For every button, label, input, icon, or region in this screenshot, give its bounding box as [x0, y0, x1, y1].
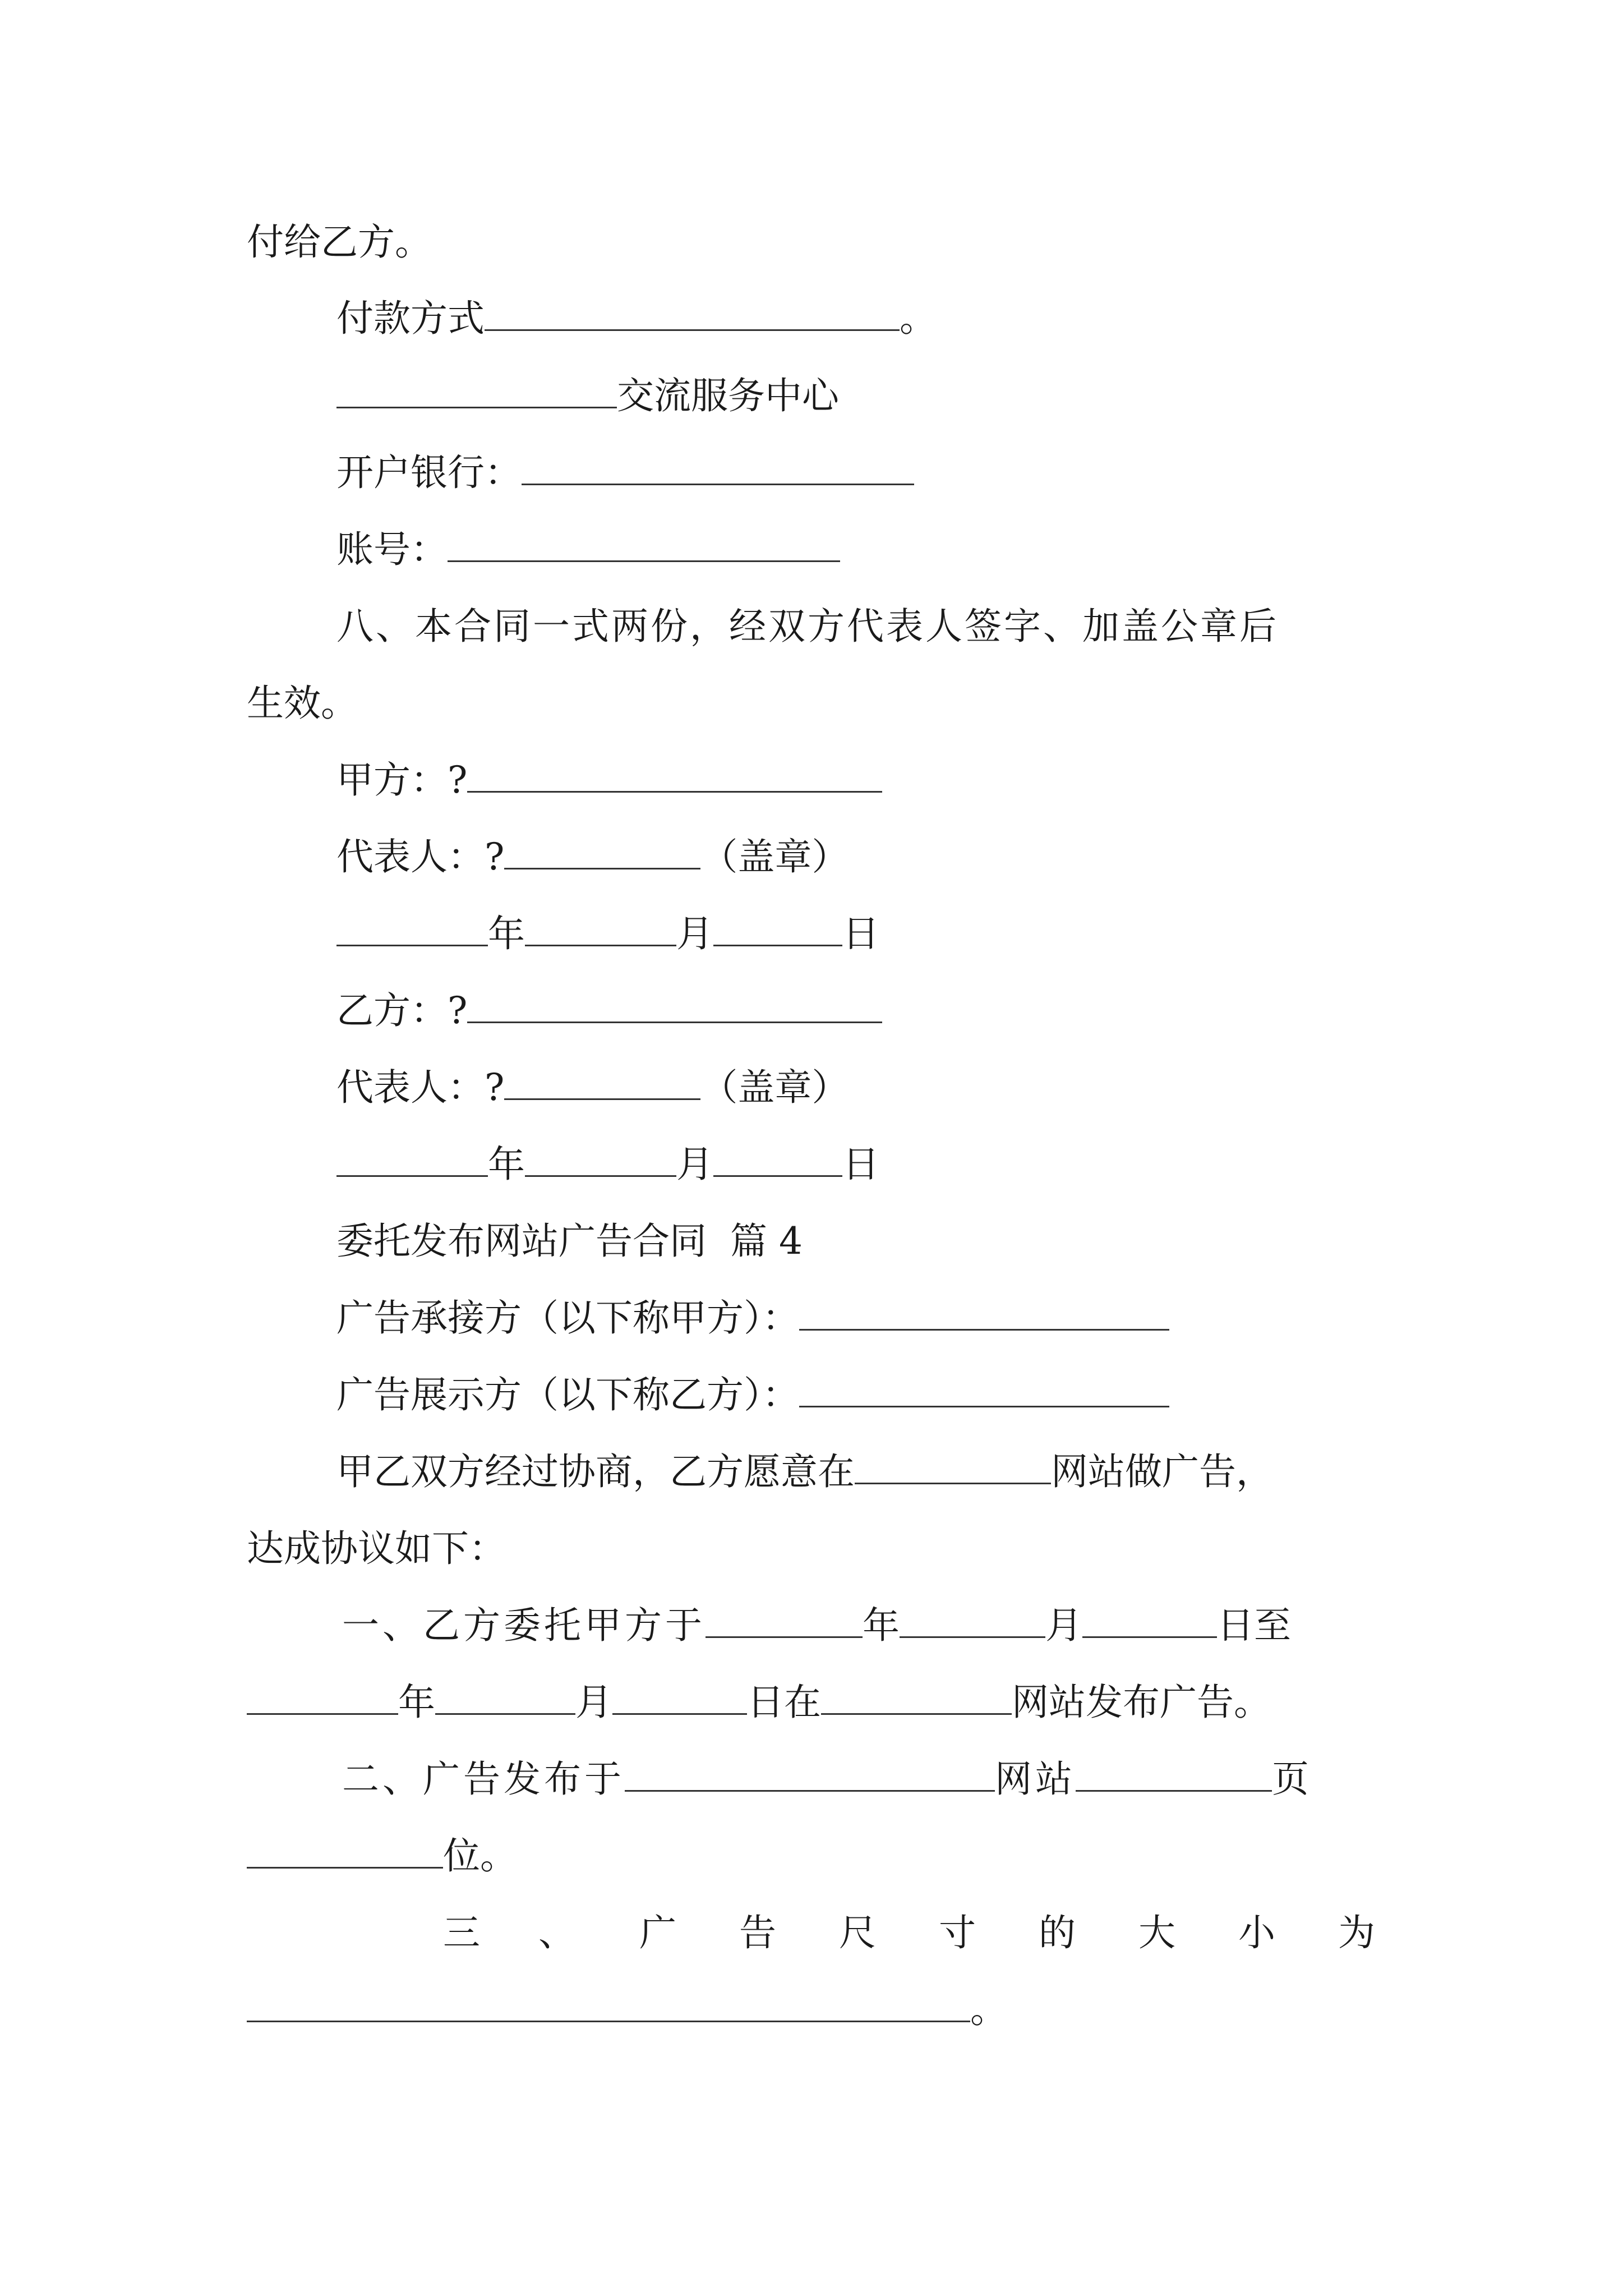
line-text: 二、广告发布于 [342, 1757, 625, 1801]
line-text: 日 [842, 1143, 879, 1186]
line-text: 月 [676, 1143, 713, 1186]
party-a-line [336, 758, 882, 803]
line-text: 一、乙方委托甲方于 [342, 1604, 706, 1647]
month-blank [525, 912, 676, 946]
size-line [247, 1987, 1007, 2032]
line-text: 年 [488, 912, 525, 955]
clause-three-line [443, 1911, 1396, 1955]
line-text: 委托发布网站广告合同 篇 4 [336, 1220, 803, 1263]
line-text: 代表人：? [336, 835, 505, 878]
clause-two-cont-line [247, 1834, 517, 1879]
line-text: 。 [900, 297, 937, 340]
party-b-blank [467, 989, 882, 1023]
line-text: 付款方式 [336, 297, 485, 340]
line-text: 年 [398, 1681, 435, 1724]
line-text: 广告展示方（以下称乙方）： [336, 1373, 799, 1416]
line-text: 付给乙方。 [247, 220, 432, 264]
char: 广 [639, 1911, 676, 1954]
year-blank [336, 1143, 488, 1177]
account-line [336, 527, 840, 572]
line-text: 位。 [443, 1834, 517, 1878]
clause-two-line [342, 1757, 1309, 1802]
day-blank [713, 1143, 842, 1177]
char: 告 [739, 1911, 776, 1954]
line-text: 交流服务中心 [617, 374, 839, 417]
line-text: 日在 [747, 1681, 821, 1724]
line-text: 生效。 [247, 682, 358, 725]
line-text: 页 [1272, 1757, 1309, 1801]
service-center-line [336, 374, 839, 418]
char: 的 [1039, 1911, 1076, 1954]
party-b-rep-line [336, 1065, 849, 1110]
day-blank [1082, 1604, 1217, 1638]
ad-contractor-blank [799, 1296, 1169, 1331]
line-text: 乙方：? [336, 989, 468, 1032]
bank-blank [522, 451, 914, 485]
account-blank [448, 528, 840, 562]
clause-one-line [342, 1603, 1291, 1648]
size-blank [247, 1988, 970, 2022]
char: 尺 [839, 1911, 876, 1954]
line-text: 甲方：? [336, 758, 468, 802]
text-line [247, 220, 432, 265]
line-text: 年 [488, 1143, 525, 1186]
party-a-blank [467, 758, 882, 793]
line-text: 日至 [1217, 1604, 1291, 1647]
page-blank [1076, 1757, 1272, 1792]
line-text: 网站 [995, 1757, 1076, 1801]
party-a-rep-blank [504, 835, 700, 869]
char: 三 [443, 1911, 480, 1954]
text-line [247, 681, 358, 726]
party-a-date-line [336, 912, 879, 956]
month-blank [900, 1604, 1045, 1638]
line-text: 日 [842, 912, 879, 955]
line-text: 达成协议如下： [247, 1527, 506, 1570]
line-text: 。 [970, 1988, 1007, 2031]
line-text: 甲乙双方经过协商，乙方愿意在 [336, 1450, 855, 1493]
char: 寸 [939, 1911, 976, 1954]
website-blank [821, 1681, 1012, 1715]
month-blank [435, 1681, 575, 1715]
party-b-rep-blank [504, 1066, 700, 1100]
party-a-rep-line [336, 835, 849, 880]
line-text: 代表人：? [336, 1066, 505, 1109]
line-text: （盖章） [700, 835, 849, 878]
year-blank [706, 1604, 863, 1638]
month-blank [525, 1143, 676, 1177]
char: 为 [1338, 1911, 1375, 1954]
line-text: 网站发布广告。 [1012, 1681, 1271, 1724]
text-line [247, 1526, 506, 1571]
party-b-date-line [336, 1142, 879, 1187]
bank-line [336, 450, 914, 495]
payment-method-blank [485, 297, 900, 331]
day-blank [713, 912, 842, 946]
year-blank [336, 912, 488, 946]
line-text: （盖章） [700, 1066, 849, 1109]
line-text: 月 [575, 1681, 612, 1724]
line-text: 年 [863, 1604, 900, 1647]
website-blank [625, 1757, 995, 1792]
party-b-line [336, 988, 882, 1033]
line-text: 账号： [336, 528, 448, 571]
clause-one-cont-line [247, 1680, 1271, 1725]
service-center-blank [336, 374, 617, 408]
section-heading [336, 1219, 803, 1264]
ad-displayer-line [336, 1373, 1169, 1418]
line-text: 月 [676, 912, 713, 955]
position-blank [247, 1834, 443, 1869]
line-text: 网站做广告， [1051, 1450, 1273, 1493]
line-text: 八、本合同一式两份，经双方代表人签字、加盖公章后 [336, 605, 1279, 648]
payment-method-line [336, 296, 937, 341]
year-blank [247, 1681, 398, 1715]
clause-eight-line [336, 604, 1279, 649]
day-blank [612, 1681, 747, 1715]
ad-displayer-blank [799, 1373, 1169, 1407]
line-text: 广告承接方（以下称甲方）： [336, 1296, 799, 1340]
char: 、 [538, 1911, 575, 1954]
website-blank [855, 1450, 1051, 1484]
line-text: 月 [1045, 1604, 1082, 1647]
ad-contractor-line [336, 1296, 1169, 1341]
char: 大 [1138, 1911, 1175, 1954]
line-text: 开户银行： [336, 451, 522, 494]
agreement-line [336, 1450, 1273, 1494]
char: 小 [1238, 1911, 1275, 1954]
